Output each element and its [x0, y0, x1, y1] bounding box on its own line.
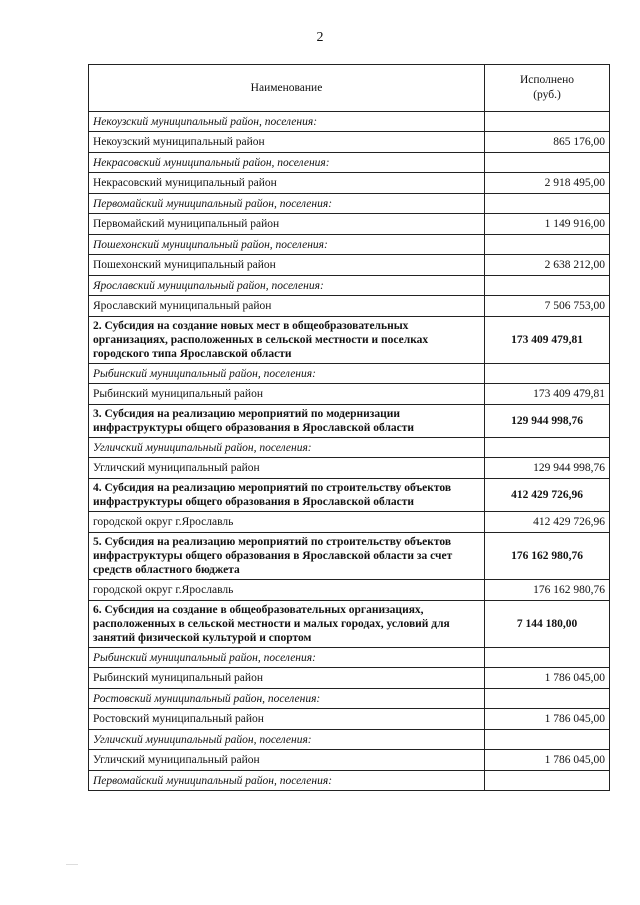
- row-name: Угличский муниципальный район, поселения:: [89, 730, 485, 750]
- row-name: городской округ г.Ярославль: [89, 512, 485, 533]
- table-row: [89, 214, 610, 235]
- subsidy-row: [89, 479, 610, 512]
- group-row: [89, 153, 610, 173]
- page-number: 2: [316, 30, 324, 45]
- table-header-row: [89, 65, 610, 112]
- row-name: Некрасовский муниципальный район: [89, 173, 485, 194]
- row-amount: [485, 771, 610, 791]
- row-name: Рыбинский муниципальный район: [89, 384, 485, 405]
- row-name: 3. Субсидия на реализацию мероприятий по модернизации инфраструктуры общего образования в Ярославской области: [89, 405, 485, 438]
- row-amount: 412 429 726,96: [485, 512, 610, 533]
- row-amount: 7 506 753,00: [485, 296, 610, 317]
- row-amount: [485, 730, 610, 750]
- row-name: Ростовский муниципальный район: [89, 709, 485, 730]
- row-name: Рыбинский муниципальный район, поселения:: [89, 364, 485, 384]
- row-name: Угличский муниципальный район, поселения:: [89, 438, 485, 458]
- row-amount: [485, 689, 610, 709]
- row-name: 4. Субсидия на реализацию мероприятий по строительству объектов инфраструктуры общего образования в Ярославской области: [89, 479, 485, 512]
- row-name: Угличский муниципальный район: [89, 750, 485, 771]
- row-name: Некоузский муниципальный район: [89, 132, 485, 153]
- row-amount: 865 176,00: [485, 132, 610, 153]
- group-row: [89, 235, 610, 255]
- row-amount: [485, 648, 610, 668]
- row-amount: [485, 364, 610, 384]
- group-row: [89, 771, 610, 791]
- row-amount: 176 162 980,76: [485, 580, 610, 601]
- table-row: [89, 709, 610, 730]
- header-name: Наименование: [89, 65, 485, 112]
- row-name: городской округ г.Ярославль: [89, 580, 485, 601]
- row-name: Ярославский муниципальный район, поселения:: [89, 276, 485, 296]
- row-name: Первомайский муниципальный район: [89, 214, 485, 235]
- row-amount: 2 918 495,00: [485, 173, 610, 194]
- table-row: [89, 132, 610, 153]
- row-amount: 173 409 479,81: [485, 317, 610, 364]
- row-name: Пошехонский муниципальный район, поселения:: [89, 235, 485, 255]
- row-name: Первомайский муниципальный район, поселения:: [89, 194, 485, 214]
- group-row: [89, 730, 610, 750]
- row-amount: [485, 112, 610, 132]
- row-name: 5. Субсидия на реализацию мероприятий по строительству объектов инфраструктуры общего образования в Ярославской области за счет средств областного бюджета: [89, 533, 485, 580]
- row-name: 2. Субсидия на создание новых мест в общеобразовательных организациях, расположенных в сельской местности и поселках городского типа Ярославской области: [89, 317, 485, 364]
- header-amount: [485, 65, 610, 112]
- table-row: [89, 458, 610, 479]
- row-amount: [485, 194, 610, 214]
- row-amount: 176 162 980,76: [485, 533, 610, 580]
- row-amount: 129 944 998,76: [485, 405, 610, 438]
- row-name: Некоузский муниципальный район, поселения:: [89, 112, 485, 132]
- group-row: [89, 194, 610, 214]
- table-row: [89, 512, 610, 533]
- row-name: Рыбинский муниципальный район: [89, 668, 485, 689]
- row-amount: 129 944 998,76: [485, 458, 610, 479]
- subsidy-row: [89, 533, 610, 580]
- group-row: [89, 438, 610, 458]
- row-amount: 412 429 726,96: [485, 479, 610, 512]
- row-amount: 1 786 045,00: [485, 668, 610, 689]
- group-row: [89, 648, 610, 668]
- row-amount: [485, 153, 610, 173]
- group-row: [89, 112, 610, 132]
- table-row: [89, 255, 610, 276]
- subsidy-row: [89, 317, 610, 364]
- table-row: [89, 384, 610, 405]
- budget-table: [88, 64, 610, 791]
- row-name: Ростовский муниципальный район, поселения:: [89, 689, 485, 709]
- row-name: Угличский муниципальный район: [89, 458, 485, 479]
- row-name: Рыбинский муниципальный район, поселения:: [89, 648, 485, 668]
- row-amount: 1 786 045,00: [485, 750, 610, 771]
- table-row: [89, 296, 610, 317]
- row-amount: 7 144 180,00: [485, 601, 610, 648]
- row-name: Первомайский муниципальный район, поселения:: [89, 771, 485, 791]
- row-name: 6. Субсидия на создание в общеобразовательных организациях, расположенных в сельской местности и малых городах, условий для занятий физической культурой и спортом: [89, 601, 485, 648]
- row-amount: [485, 438, 610, 458]
- row-name: Некрасовский муниципальный район, поселения:: [89, 153, 485, 173]
- table-row: [89, 173, 610, 194]
- row-name: Ярославский муниципальный район: [89, 296, 485, 317]
- row-amount: [485, 235, 610, 255]
- row-amount: 1 149 916,00: [485, 214, 610, 235]
- header-amount-title: Исполнено: [519, 74, 575, 86]
- row-name: Пошехонский муниципальный район: [89, 255, 485, 276]
- row-amount: 173 409 479,81: [485, 384, 610, 405]
- row-amount: [485, 276, 610, 296]
- table-row: [89, 750, 610, 771]
- subsidy-row: [89, 601, 610, 648]
- group-row: [89, 689, 610, 709]
- row-amount: 2 638 212,00: [485, 255, 610, 276]
- table-body: [89, 112, 610, 791]
- table-row: [89, 580, 610, 601]
- group-row: [89, 276, 610, 296]
- subsidy-row: [89, 405, 610, 438]
- header-amount-unit: (руб.): [533, 89, 561, 101]
- group-row: [89, 364, 610, 384]
- table-row: [89, 668, 610, 689]
- scan-mark: [66, 864, 78, 865]
- row-amount: 1 786 045,00: [485, 709, 610, 730]
